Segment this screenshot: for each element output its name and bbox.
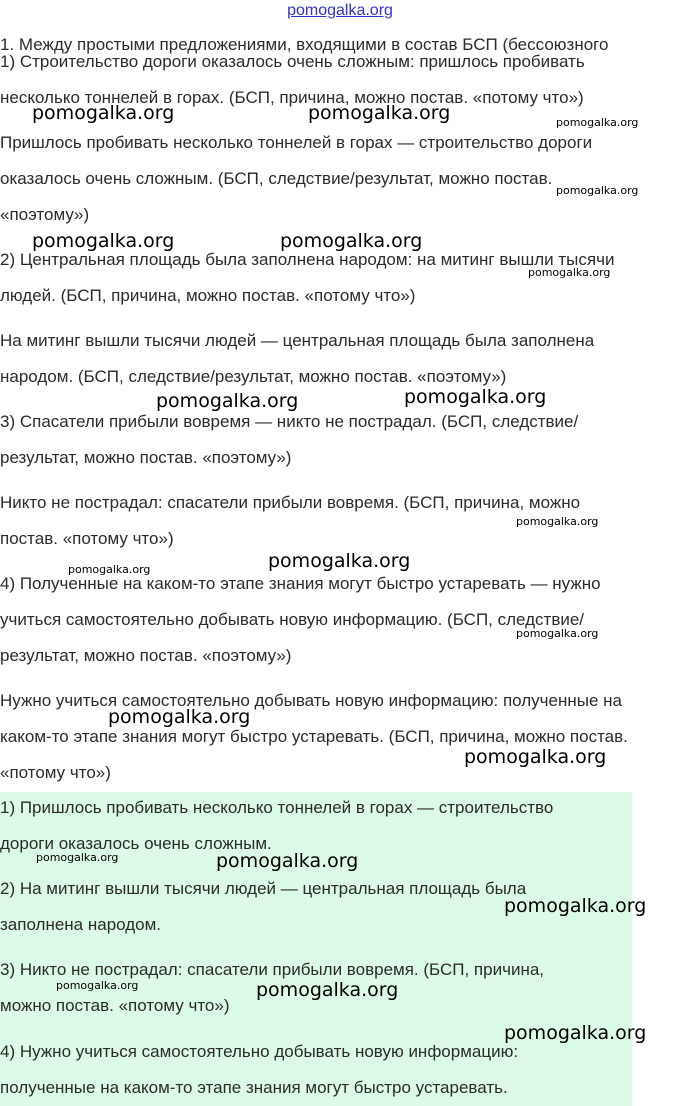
watermark: pomogalka.org (504, 1022, 647, 1044)
text-line: Никто не пострадал: спасатели прибыли вовремя. (БСП, причина, можно (0, 493, 581, 512)
paragraph-4-effect (0, 566, 680, 674)
text-line: 4) Нужно учиться самостоятельно добывать новую информацию: (0, 1042, 519, 1061)
watermark: pomogalka.org (216, 850, 359, 872)
answer-2 (0, 871, 680, 943)
paragraph-3-cause (0, 485, 680, 557)
text-line: Нужно учиться самостоятельно добывать новую информацию: полученные на (0, 691, 622, 710)
watermark: pomogalka.org (556, 116, 639, 129)
text-line: «потому что») (0, 763, 111, 782)
text-line: учиться самостоятельно добывать новую информацию. (БСП, следствие/ (0, 610, 585, 629)
paragraph-1-effect (0, 125, 680, 233)
text-line: можно постав. «потому что») (0, 996, 230, 1015)
cut-off-heading-line: 1. Между простыми предложениями, входящими в состав БСП (бессоюзного (0, 35, 609, 54)
text-line: несколько тоннелей в горах. (БСП, причина, можно постав. «потому что») (0, 88, 584, 107)
text-line: 1) Пришлось пробивать несколько тоннелей в горах — строительство (0, 798, 554, 817)
answer-1 (0, 790, 680, 862)
watermark: pomogalka.org (516, 627, 599, 640)
watermark: pomogalka.org (68, 563, 151, 576)
text-line: 2) Центральная площадь была заполнена народом: на митинг вышли тысячи (0, 250, 615, 269)
watermark: pomogalka.org (32, 102, 175, 124)
text-line: 4) Полученные на каком-то этапе знания могут быстро устаревать — нужно (0, 574, 601, 593)
text-line: 2) На митинг вышли тысячи людей — центральная площадь была (0, 879, 527, 898)
paragraph-2-cause (0, 242, 680, 314)
text-line: 3) Никто не пострадал: спасатели прибыли вовремя. (БСП, причина, (0, 960, 545, 979)
text-line: «поэтому») (0, 205, 90, 224)
watermark: pomogalka.org (504, 895, 647, 917)
watermark: pomogalka.org (464, 746, 607, 768)
watermark: pomogalka.org (156, 390, 299, 412)
answer-4 (0, 1034, 680, 1106)
text-line: каком-то этапе знания могут быстро устаревать. (БСП, причина, можно постав. (0, 727, 628, 746)
text-line: результат, можно постав. «поэтому») (0, 646, 292, 665)
watermark: pomogalka.org (56, 979, 139, 992)
paragraph-3-effect (0, 404, 680, 476)
paragraph-4-cause (0, 683, 680, 791)
watermark: pomogalka.org (556, 184, 639, 197)
text-line: На митинг вышли тысячи людей — центральная площадь была заполнена (0, 331, 595, 350)
text-line: постав. «потому что») (0, 529, 174, 548)
answer-3 (0, 952, 680, 1024)
watermark: pomogalka.org (528, 266, 611, 279)
text-line: дороги оказалось очень сложным. (0, 834, 272, 853)
watermark: pomogalka.org (108, 706, 251, 728)
watermark: pomogalka.org (36, 851, 119, 864)
watermark: pomogalka.org (32, 230, 175, 252)
watermark: pomogalka.org (308, 102, 451, 124)
text-line: народом. (БСП, следствие/результат, можно постав. «поэтому») (0, 367, 507, 386)
watermark: pomogalka.org (516, 515, 599, 528)
paragraph-2-effect (0, 323, 680, 395)
text-line: результат, можно постав. «поэтому») (0, 448, 292, 467)
watermark: pomogalka.org (404, 386, 547, 408)
text-line: Пришлось пробивать несколько тоннелей в горах — строительство дороги (0, 133, 593, 152)
text-line: заполнена народом. (0, 915, 162, 934)
text-line: 3) Спасатели прибыли вовремя — никто не пострадал. (БСП, следствие/ (0, 412, 579, 431)
text-line: людей. (БСП, причина, можно постав. «потому что») (0, 286, 416, 305)
paragraph-1-cause (0, 44, 680, 116)
text-line: оказалось очень сложным. (БСП, следствие/результат, можно постав. (0, 169, 553, 188)
watermark: pomogalka.org (280, 230, 423, 252)
text-line: 1) Строительство дороги оказалось очень сложным: пришлось пробивать (0, 52, 585, 71)
text-line: полученные на каком-то этапе знания могут быстро устаревать. (0, 1078, 508, 1097)
watermark: pomogalka.org (268, 550, 411, 572)
watermark: pomogalka.org (256, 979, 399, 1001)
site-header-link[interactable]: pomogalka.org (287, 2, 393, 19)
